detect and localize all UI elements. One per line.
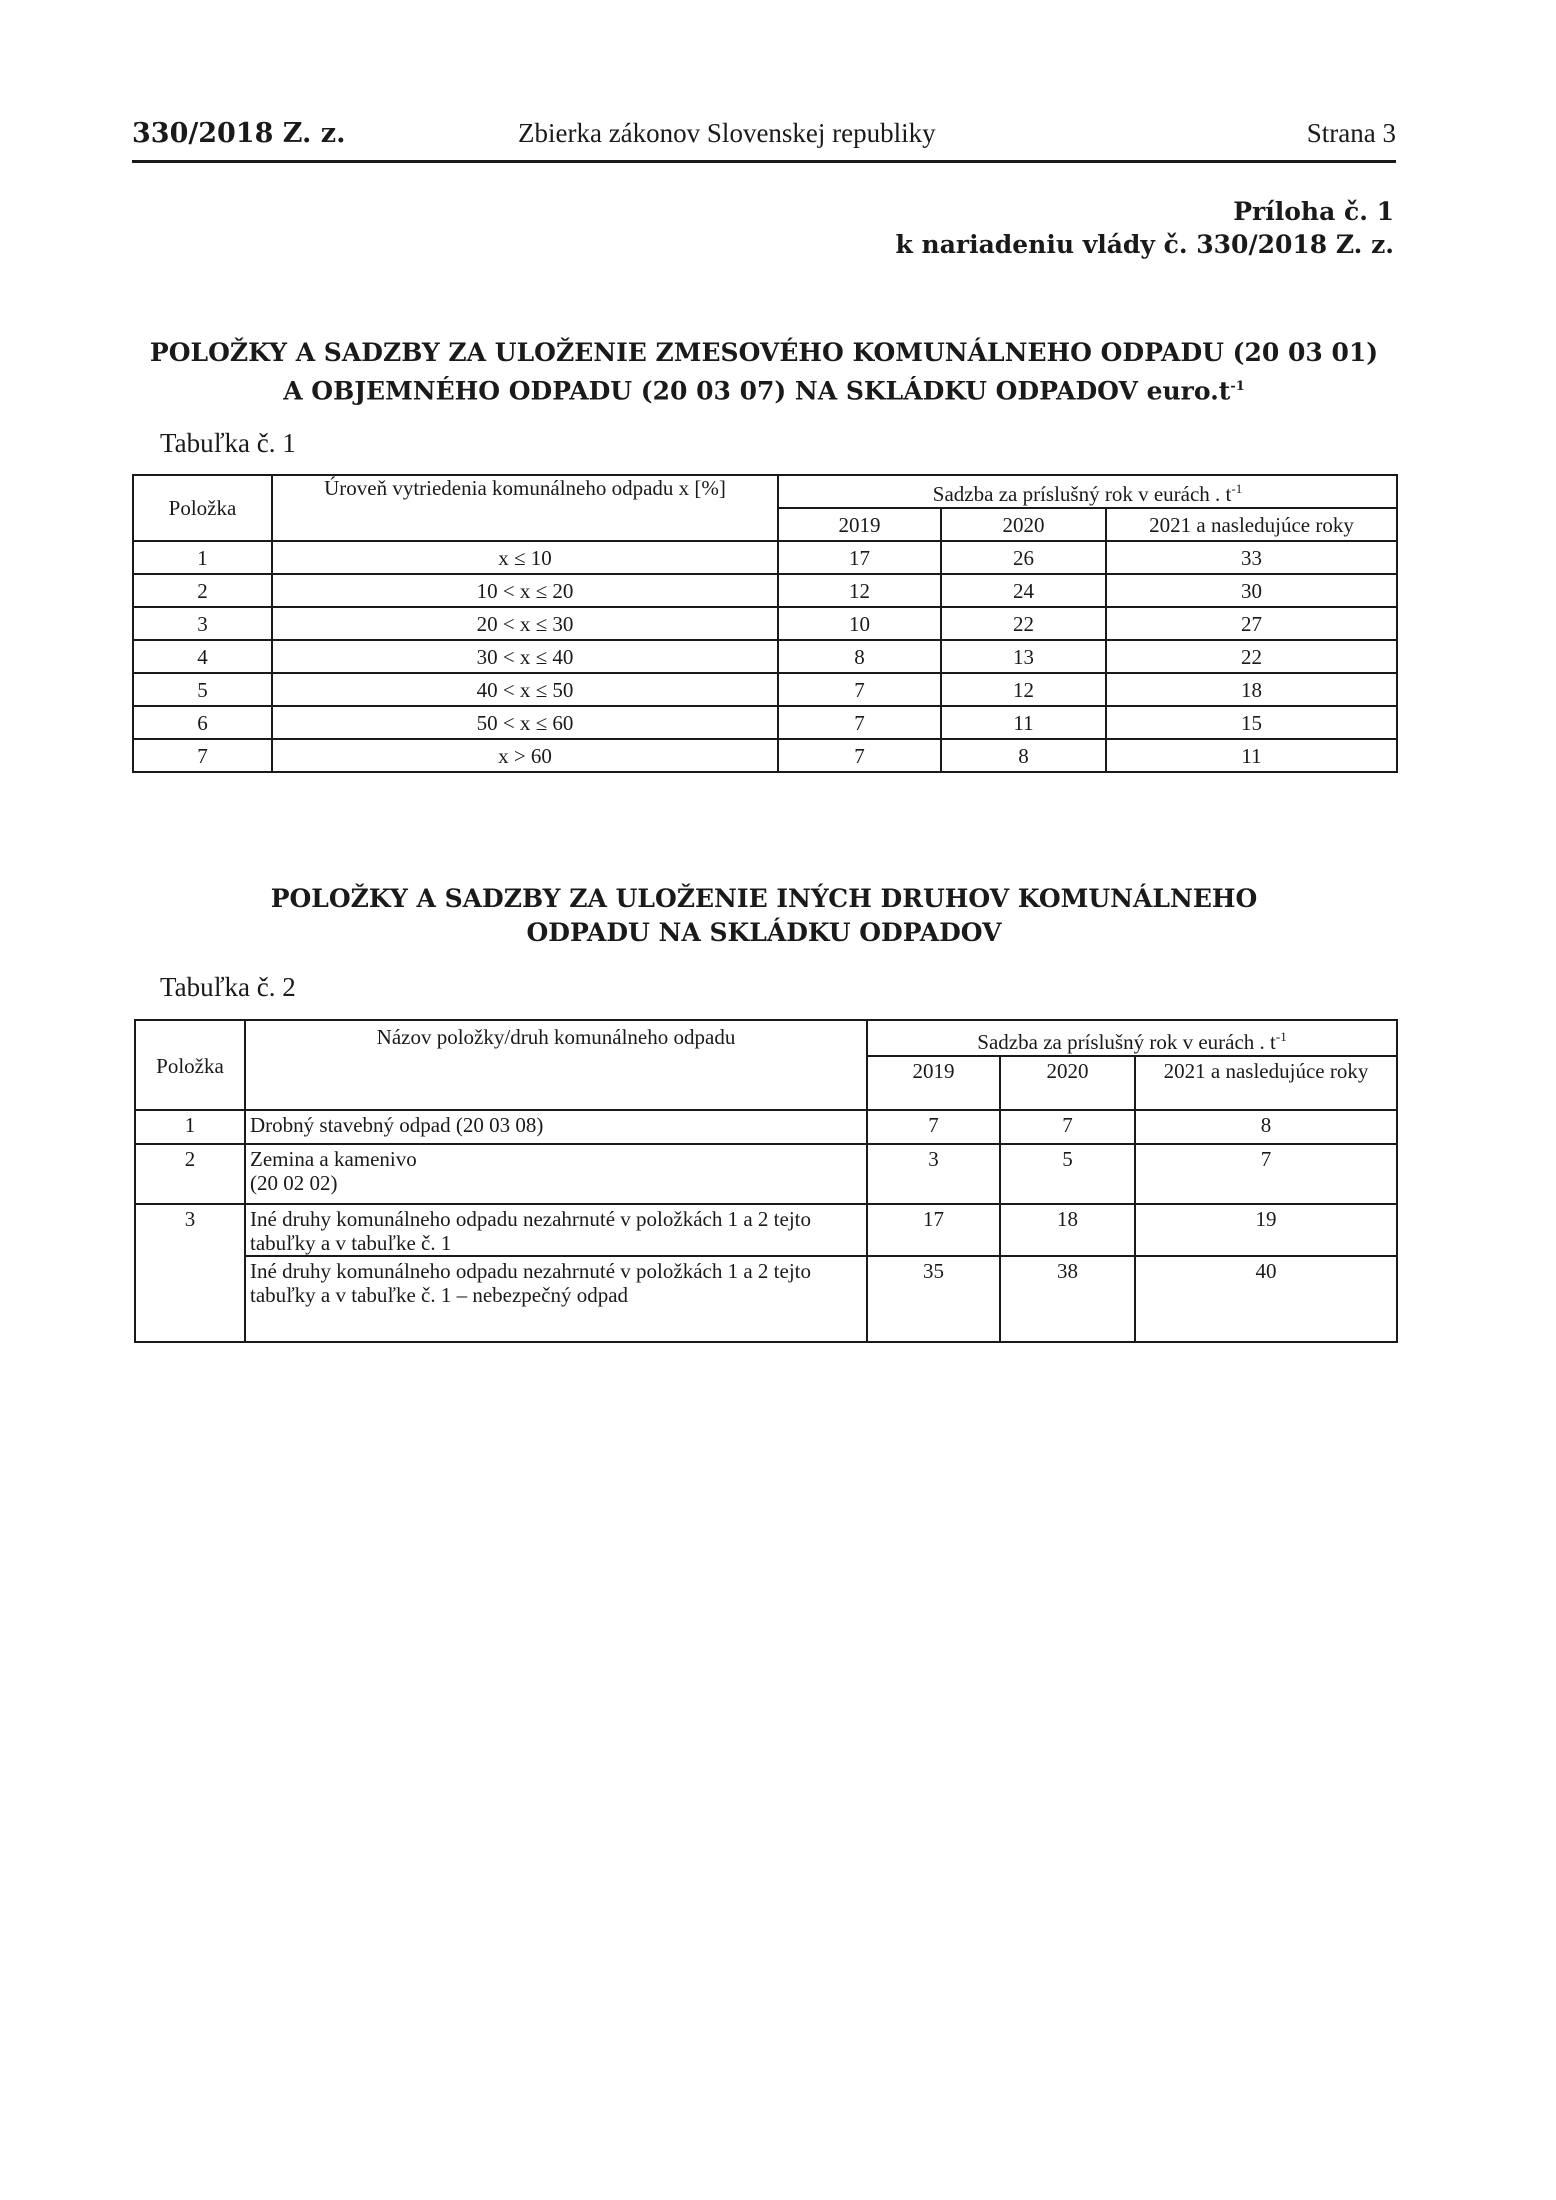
rate-2020-cell: 18 <box>1000 1204 1135 1256</box>
item-cell: 7 <box>133 739 272 772</box>
rate-2021-cell: 18 <box>1106 673 1397 706</box>
table2 <box>134 1019 1398 1343</box>
item-cell: 1 <box>135 1110 245 1144</box>
rate-2021-cell: 30 <box>1106 574 1397 607</box>
table-row <box>133 541 1397 574</box>
rate-2020-cell: 22 <box>941 607 1106 640</box>
table2-year-2021: 2021 a nasledujúce roky <box>1135 1056 1397 1110</box>
level-cell: x > 60 <box>272 739 778 772</box>
table-row <box>135 1144 1397 1204</box>
rate-2019-cell: 7 <box>778 739 941 772</box>
rate-2020-cell: 11 <box>941 706 1106 739</box>
rate-2019-cell: 35 <box>867 1256 1000 1342</box>
table2-year-2020: 2020 <box>1000 1056 1135 1110</box>
table1-title-line1: POLOŽKY A SADZBY ZA ULOŽENIE ZMESOVÉHO KOMUNÁLNEHO ODPADU (20 03 01) <box>149 338 1379 367</box>
item-cell: 3 <box>135 1204 245 1342</box>
table-row <box>133 673 1397 706</box>
rate-2019-cell: 10 <box>778 607 941 640</box>
table-row <box>133 640 1397 673</box>
table2-col-name: Názov položky/druh komunálneho odpadu <box>245 1020 867 1110</box>
page-number: Strana 3 <box>1306 118 1396 148</box>
rate-2021-cell: 7 <box>1135 1144 1397 1204</box>
table2-col-item: Položka <box>135 1020 245 1110</box>
rate-2020-cell: 24 <box>941 574 1106 607</box>
rate-2021-cell: 19 <box>1135 1204 1397 1256</box>
table2-year-2019: 2019 <box>867 1056 1000 1110</box>
annex-regulation: k nariadeniu vlády č. 330/2018 Z. z. <box>895 230 1394 259</box>
item-cell: 2 <box>133 574 272 607</box>
rate-2021-cell: 33 <box>1106 541 1397 574</box>
table2-title-line1: POLOŽKY A SADZBY ZA ULOŽENIE INÝCH DRUHOV KOMUNÁLNEHO <box>270 884 1258 913</box>
table1-year-2020: 2020 <box>941 508 1106 541</box>
level-cell: x ≤ 10 <box>272 541 778 574</box>
table2-col-rate: Sadzba za príslušný rok v eurách . $t^{-1}$ <box>867 1020 1397 1056</box>
rate-2020-cell: 7 <box>1000 1110 1135 1144</box>
table1-header-row <box>133 475 1397 508</box>
rate-2021-cell: 22 <box>1106 640 1397 673</box>
table-row <box>133 574 1397 607</box>
name-cell: Iné druhy komunálneho odpadu nezahrnuté v položkách 1 a 2 tejto tabuľky a v tabuľke č. 1 <box>245 1204 867 1256</box>
document-number: 330/2018 Z. z. <box>132 118 346 149</box>
table2-label: Tabuľka č. 2 <box>160 972 296 1002</box>
annex-reference <box>896 195 1395 261</box>
item-cell: 4 <box>133 640 272 673</box>
table1-title-line2: A OBJEMNÉHO ODPADU (20 03 07) NA SKLÁDKU ODPADOV $euro.t^{-1}$ <box>283 376 1245 406</box>
table2-title <box>232 882 1296 950</box>
item-cell: 3 <box>133 607 272 640</box>
table1-col-rate: Sadzba za príslušný rok v eurách . $t^{-1}$ <box>778 475 1397 508</box>
name-cell: Iné druhy komunálneho odpadu nezahrnuté v položkách 1 a 2 tejto tabuľky a v tabuľke č. 1 – nebezpečný odpad <box>245 1256 867 1342</box>
level-cell: 10 < x ≤ 20 <box>272 574 778 607</box>
rate-2020-cell: 38 <box>1000 1256 1135 1342</box>
table-row <box>133 739 1397 772</box>
table2-header-row <box>135 1020 1397 1056</box>
level-cell: 50 < x ≤ 60 <box>272 706 778 739</box>
rate-2019-cell: 17 <box>867 1204 1000 1256</box>
level-cell: 20 < x ≤ 30 <box>272 607 778 640</box>
table2-title-line2: ODPADU NA SKLÁDKU ODPADOV <box>526 918 1002 947</box>
name-cell: Drobný stavebný odpad (20 03 08) <box>245 1110 867 1144</box>
rate-2021-cell: 8 <box>1135 1110 1397 1144</box>
table-row <box>135 1204 1397 1256</box>
rate-2019-cell: 12 <box>778 574 941 607</box>
rate-2019-cell: 7 <box>867 1110 1000 1144</box>
table1 <box>132 474 1398 773</box>
table-row <box>133 706 1397 739</box>
rate-2021-cell: 15 <box>1106 706 1397 739</box>
table1-label: Tabuľka č. 1 <box>160 428 296 458</box>
table-row <box>135 1256 1397 1342</box>
name-cell: Zemina a kamenivo (20 02 02) <box>245 1144 867 1204</box>
table1-col-item: Položka <box>133 475 272 541</box>
rate-2020-cell: 13 <box>941 640 1106 673</box>
rate-2021-cell: 11 <box>1106 739 1397 772</box>
rate-2020-cell: 12 <box>941 673 1106 706</box>
rate-2019-cell: 7 <box>778 706 941 739</box>
rate-2021-cell: 27 <box>1106 607 1397 640</box>
item-cell: 6 <box>133 706 272 739</box>
rate-2020-cell: 5 <box>1000 1144 1135 1204</box>
item-cell: 1 <box>133 541 272 574</box>
rate-2021-cell: 40 <box>1135 1256 1397 1342</box>
table1-col-level: Úroveň vytriedenia komunálneho odpadu x [%] <box>272 475 778 541</box>
level-cell: 40 < x ≤ 50 <box>272 673 778 706</box>
collection-title: Zbierka zákonov Slovenskej republiky <box>518 118 936 148</box>
rate-2019-cell: 7 <box>778 673 941 706</box>
rate-2020-cell: 26 <box>941 541 1106 574</box>
table1-title <box>132 336 1396 408</box>
level-cell: 30 < x ≤ 40 <box>272 640 778 673</box>
rate-2019-cell: 3 <box>867 1144 1000 1204</box>
table1-year-2021: 2021 a nasledujúce roky <box>1106 508 1397 541</box>
rate-2020-cell: 8 <box>941 739 1106 772</box>
table-row <box>135 1110 1397 1144</box>
item-cell: 2 <box>135 1144 245 1204</box>
item-cell: 5 <box>133 673 272 706</box>
annex-number: Príloha č. 1 <box>1233 197 1394 226</box>
table1-year-2019: 2019 <box>778 508 941 541</box>
rate-2019-cell: 17 <box>778 541 941 574</box>
header-divider <box>132 160 1396 163</box>
table-row <box>133 607 1397 640</box>
rate-2019-cell: 8 <box>778 640 941 673</box>
